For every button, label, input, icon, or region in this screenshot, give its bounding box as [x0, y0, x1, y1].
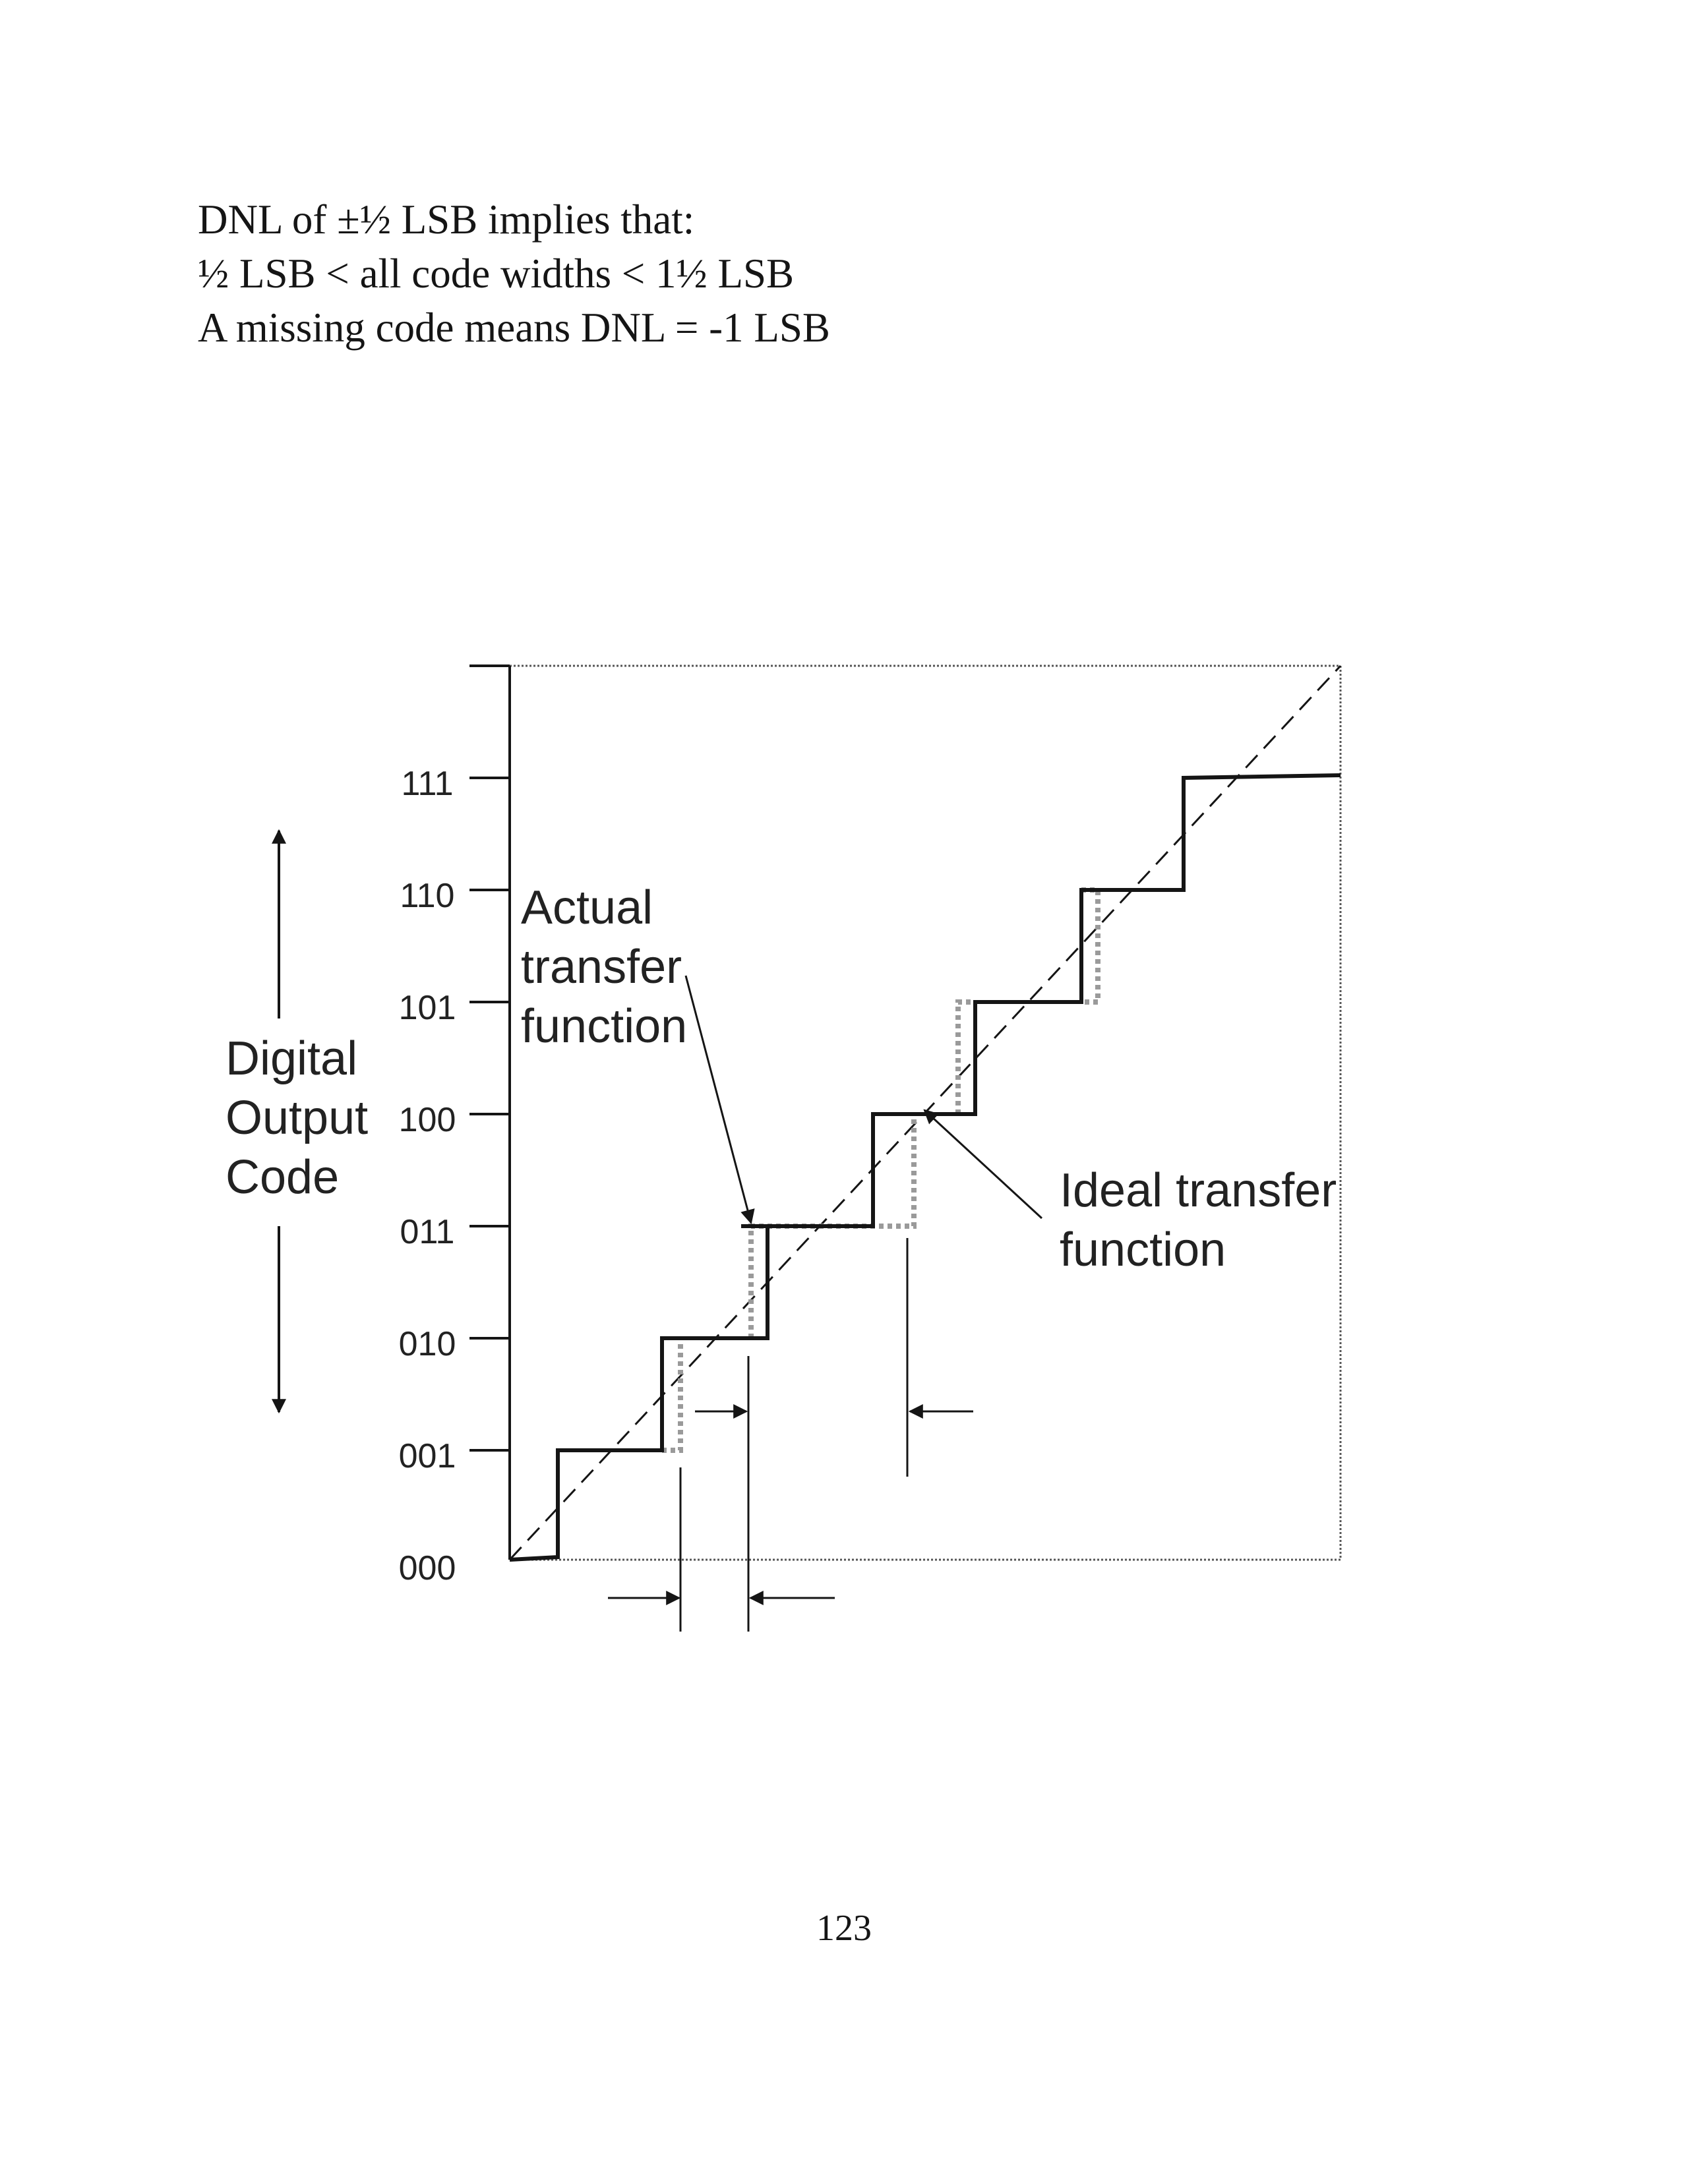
intro-line-3: A missing code means DNL = -1 LSB: [198, 305, 830, 351]
intro-line-2: ½ LSB < all code widths < 1½ LSB: [198, 251, 795, 297]
ideal-label-line-2: function: [1060, 1224, 1226, 1276]
tick-label-100: 100: [398, 1101, 456, 1139]
y-axis-label-line-1: Digital: [226, 1032, 358, 1085]
intro-line-1: DNL of ±½ LSB implies that:: [198, 196, 695, 243]
ideal-leader-arrow: [924, 1110, 1042, 1218]
ideal-label-line-1: Ideal transfer: [1060, 1164, 1337, 1217]
ideal-step-100-101: [958, 1002, 975, 1114]
tick-label-111: 111: [401, 765, 454, 803]
actual-label-line-1: Actual: [521, 881, 653, 934]
y-axis-label-line-3: Code: [226, 1151, 340, 1204]
ideal-steps-dotted: [662, 890, 1098, 1450]
tick-label-001: 001: [398, 1437, 456, 1475]
actual-leader-arrow: [686, 976, 751, 1223]
actual-label-line-2: transfer: [521, 941, 682, 993]
ideal-step-101-110: [1081, 890, 1098, 1002]
tick-label-110: 110: [400, 877, 455, 915]
tick-label-101: 101: [398, 989, 456, 1027]
tick-label-011: 011: [400, 1213, 455, 1251]
tick-label-010: 010: [398, 1325, 456, 1363]
y-axis-label-line-2: Output: [226, 1092, 369, 1144]
tick-label-000: 000: [398, 1549, 456, 1587]
actual-label-line-3: function: [521, 1000, 688, 1053]
page-number: 123: [816, 1908, 872, 1949]
